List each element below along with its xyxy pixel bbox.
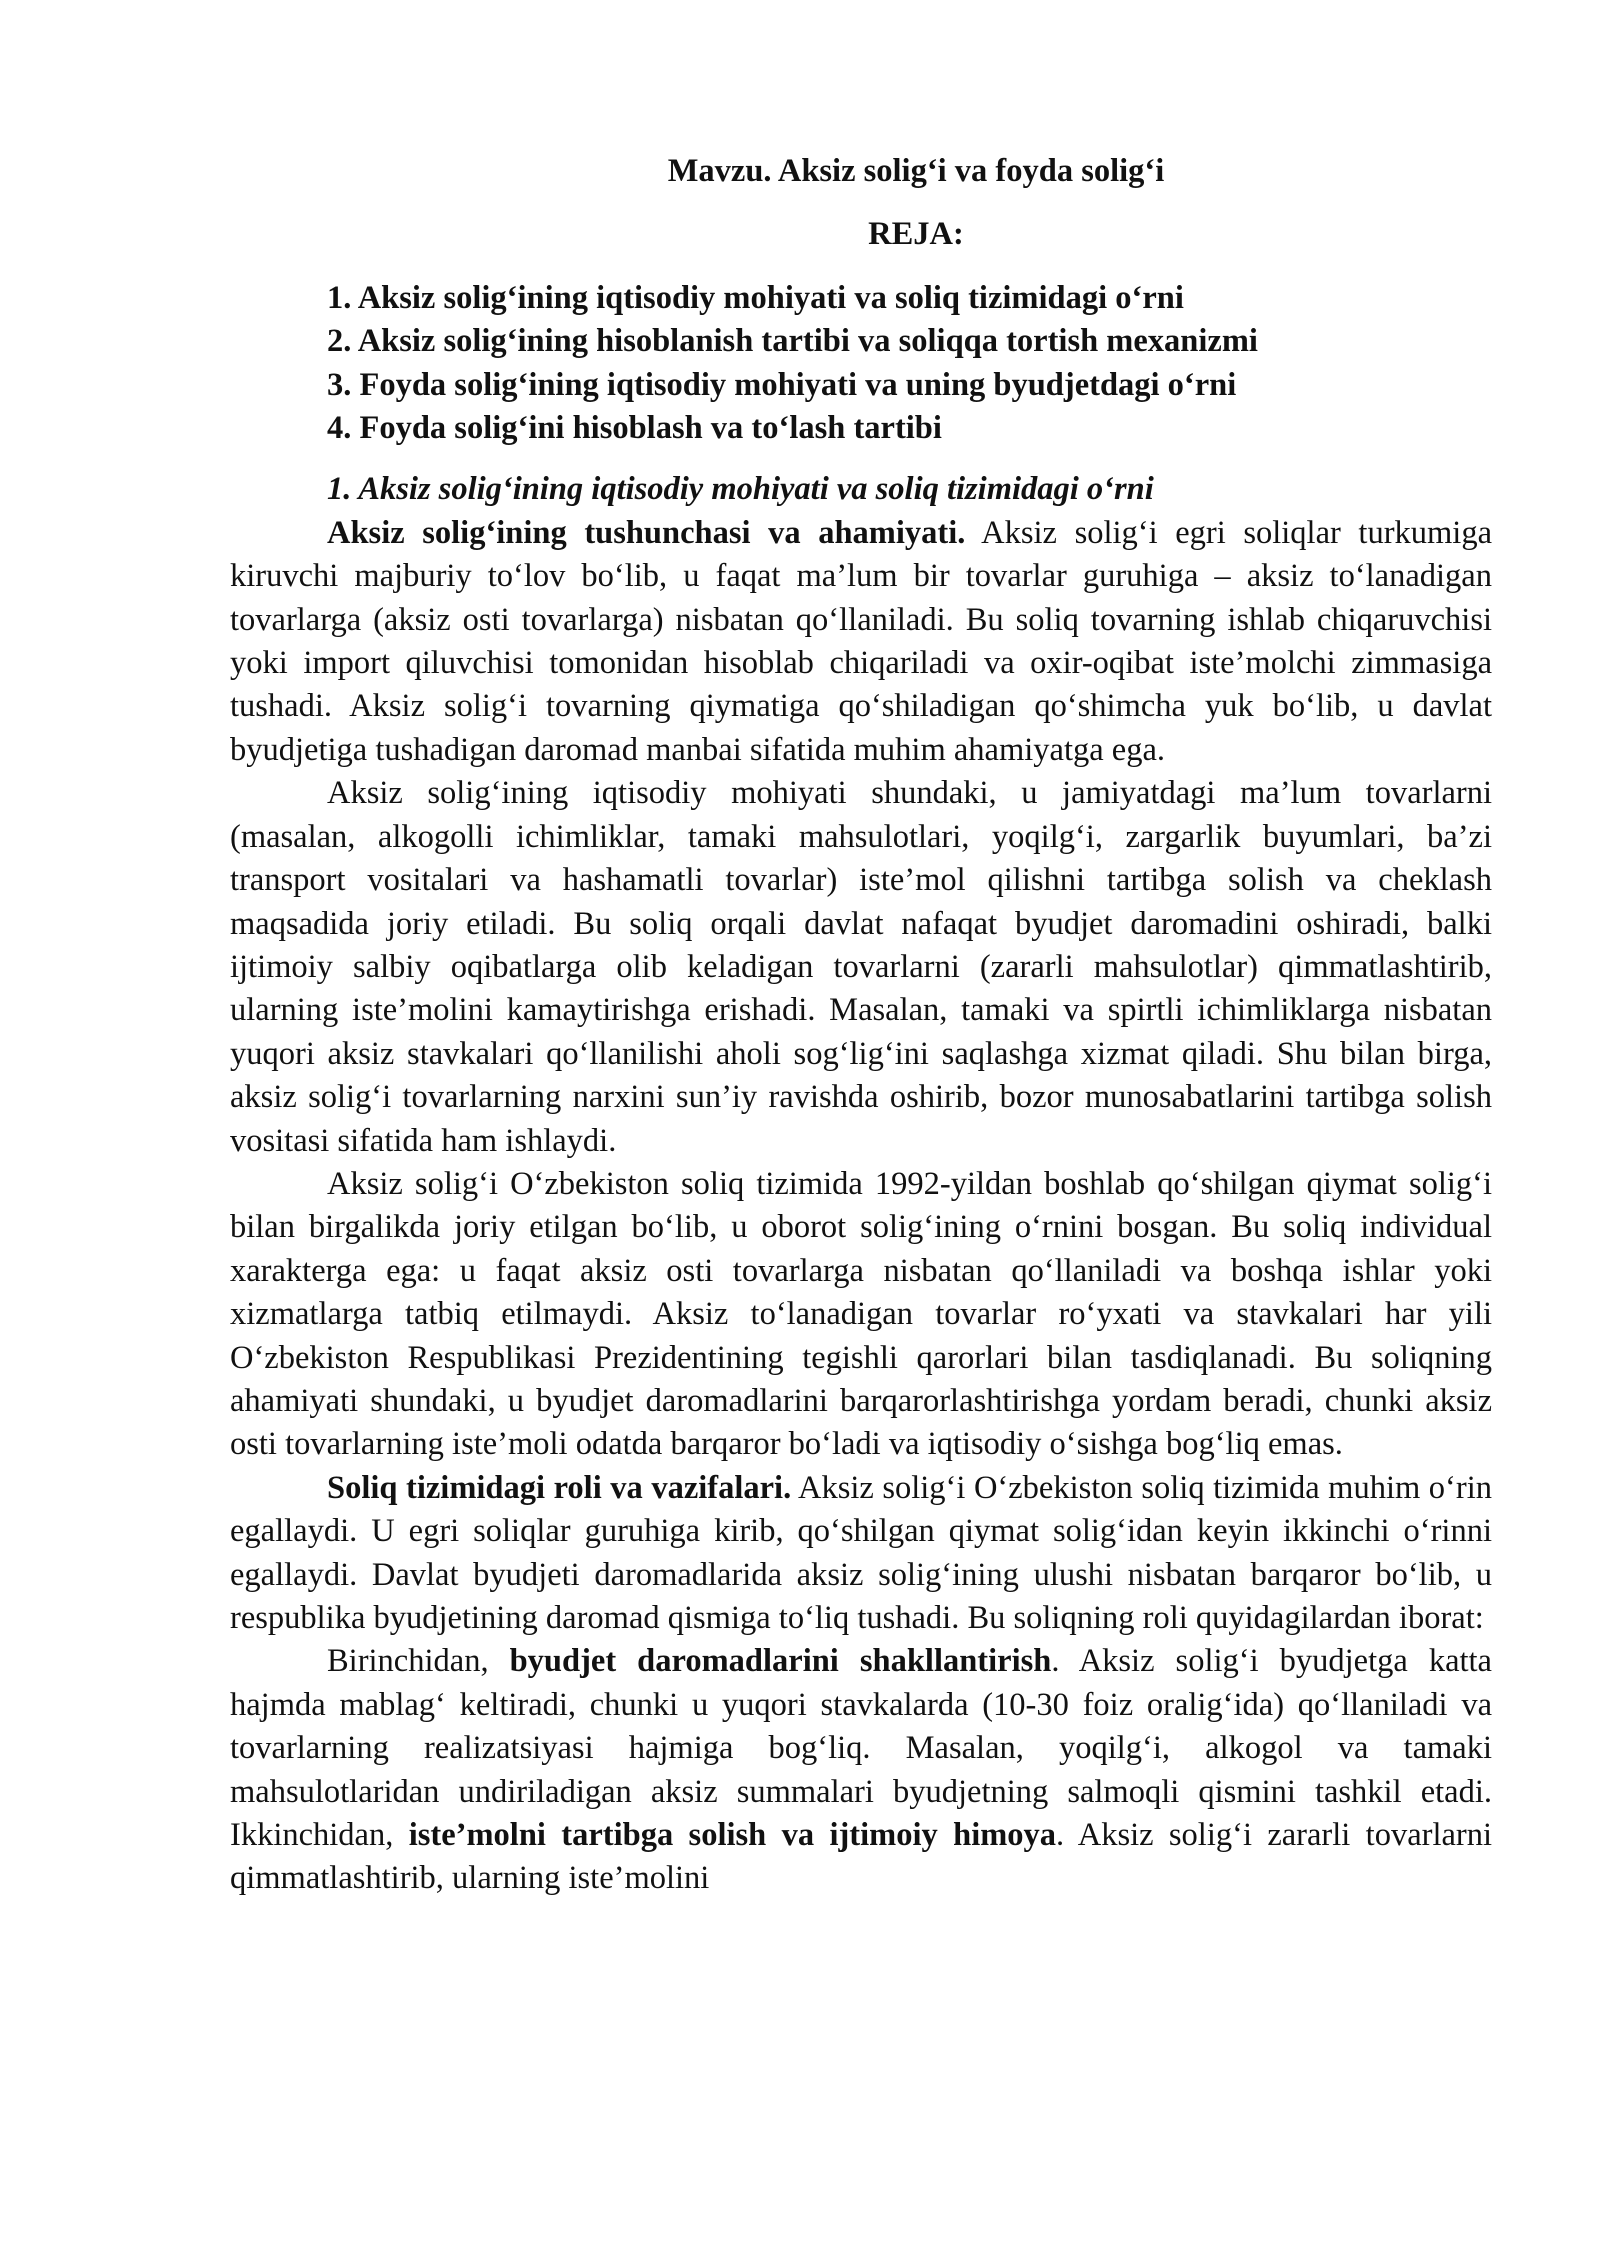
plan-item: 2. Aksiz solig‘ining hisoblanish tartibi va soliqqa tortish mexanizmi (327, 323, 1258, 360)
paragraph-1-lead: Aksiz solig‘ining tushunchasi va ahamiyati. (327, 514, 966, 551)
paragraph-5-text-c: . Aksiz solig‘i zararli tovarlarni qimmatlashtirib, ularning iste’molini (230, 1817, 1492, 1897)
document-topic: Mavzu. Aksiz solig‘i va foyda solig‘i (667, 153, 1165, 189)
paragraph-1-text: Aksiz solig‘i egri soliqlar turkumiga kiruvchi majburiy to‘lov bo‘lib, u faqat ma’lum bir tovarlar guruhiga – aksiz to‘lanadigan tovarlarga (aksiz osti tovarlarga) nisbatan qo‘llaniladi. Bu soliq tovarning ishlab chiqaruvchisi yoki import qiluvchisi tomonidan hisoblab chiqariladi va oxir-oqibat iste’molchi zimmasiga tushadi. Aksiz solig‘i tovarning qiymatiga qo‘shiladigan qo‘shimcha yuk bo‘lib, u davlat byudjetiga tushadigan daromad manbai sifatida muhim ahamiyatga ega. (230, 514, 1492, 768)
paragraph-5-emphasis-1: byudjet daromadlarini shakllantirish (509, 1643, 1052, 1680)
document-page (230, 150, 1492, 1901)
section-heading: 1. Aksiz solig‘ining iqtisodiy mohiyati va soliq tizimidagi o‘rni (327, 471, 1154, 508)
paragraph-4 (230, 1467, 1492, 1641)
plan-item: 1. Aksiz solig‘ining iqtisodiy mohiyati va soliq tizimidagi o‘rni (327, 279, 1184, 316)
paragraph-1 (230, 512, 1492, 772)
paragraph-4-lead: Soliq tizimidagi roli va vazifalari. (327, 1469, 792, 1506)
plan-title: REJA: (868, 216, 964, 253)
paragraph-5-text-a: Birinchidan, (327, 1643, 510, 1680)
paragraph-5 (230, 1640, 1492, 1900)
paragraph-4-text: Aksiz solig‘i O‘zbekiston soliq tizimida muhim o‘rin egallaydi. U egri soliqlar guruhiga kirib, qo‘shilgan qiymat solig‘idan keyin ikkinchi o‘rinni egallaydi. Davlat byudjeti daromadlarida aksiz solig‘ining ulushi nisbatan barqaror bo‘lib, u respublika byudjetining daromad qismiga to‘liq tushadi. Bu soliqning roli quyidagilardan iborat: (230, 1469, 1492, 1636)
plan-list (230, 277, 1492, 451)
paragraph-5-emphasis-2: iste’molni tartibga solish va ijtimoiy himoya (408, 1817, 1057, 1854)
paragraph-5-text-b: . Aksiz solig‘i byudjetga katta hajmda mablag‘ keltiradi, chunki u yuqori stavkalarda (10-30 foiz oralig‘ida) qo‘llaniladi va tovarlarning realizatsiyasi hajmiga bog‘liq. Masalan, yoqilg‘i, alkogol va tamaki mahsulotlaridan undiriladigan aksiz summalari byudjetning salmoqli qismini tashkil etadi. Ikkinchidan, (230, 1643, 1492, 1854)
plan-item: 4. Foyda solig‘ini hisoblash va to‘lash tartibi (327, 410, 942, 447)
plan-item: 3. Foyda solig‘ining iqtisodiy mohiyati va uning byudjetdagi o‘rni (327, 366, 1237, 403)
paragraph-3: Aksiz solig‘i O‘zbekiston soliq tizimida 1992-yildan boshlab qo‘shilgan qiymat solig‘i bilan birgalikda joriy etilgan bo‘lib, u oborot solig‘ining o‘rnini bosgan. Bu soliq individual xarakterga ega: u faqat aksiz osti tovarlarga nisbatan qo‘llaniladi va boshqa ishlar yoki xizmatlarga tatbiq etilmaydi. Aksiz to‘lanadigan tovarlar ro‘yxati va stavkalari har yili O‘zbekiston Respublikasi Prezidentining tegishli qarorlari bilan tasdiqlanadi. Bu soliqning ahamiyati shundaki, u byudjet daromadlarini barqarorlashtirishga yordam beradi, chunki aksiz osti tovarlarning iste’moli odatda barqaror bo‘ladi va iqtisodiy o‘sishga bog‘liq emas. (230, 1165, 1492, 1463)
paragraph-2: Aksiz solig‘ining iqtisodiy mohiyati shundaki, u jamiyatdagi ma’lum tovarlarni (masalan, alkogolli ichimliklar, tamaki mahsulotlari, yoqilg‘i, zargarlik buyumlari, ba’zi transport vositalari va hashamatli tovarlar) iste’mol qilishni tartibga solish va cheklash maqsadida joriy etiladi. Bu soliq orqali davlat nafaqat byudjet daromadini oshiradi, balki ijtimoiy salbiy oqibatlarga olib keladigan tovarlarni (zararli mahsulotlar) qimmatlashtirib, ularning iste’molini kamaytirishga erishadi. Masalan, tamaki va spirtli ichimliklarga nisbatan yuqori aksiz stavkalari qo‘llanilishi aholi sog‘lig‘ini saqlashga xizmat qiladi. Shu bilan birga, aksiz solig‘i tovarlarning narxini sun’iy ravishda oshirib, bozor munosabatlarini tartibga solish vositasi sifatida ham ishlaydi. (230, 775, 1492, 1159)
